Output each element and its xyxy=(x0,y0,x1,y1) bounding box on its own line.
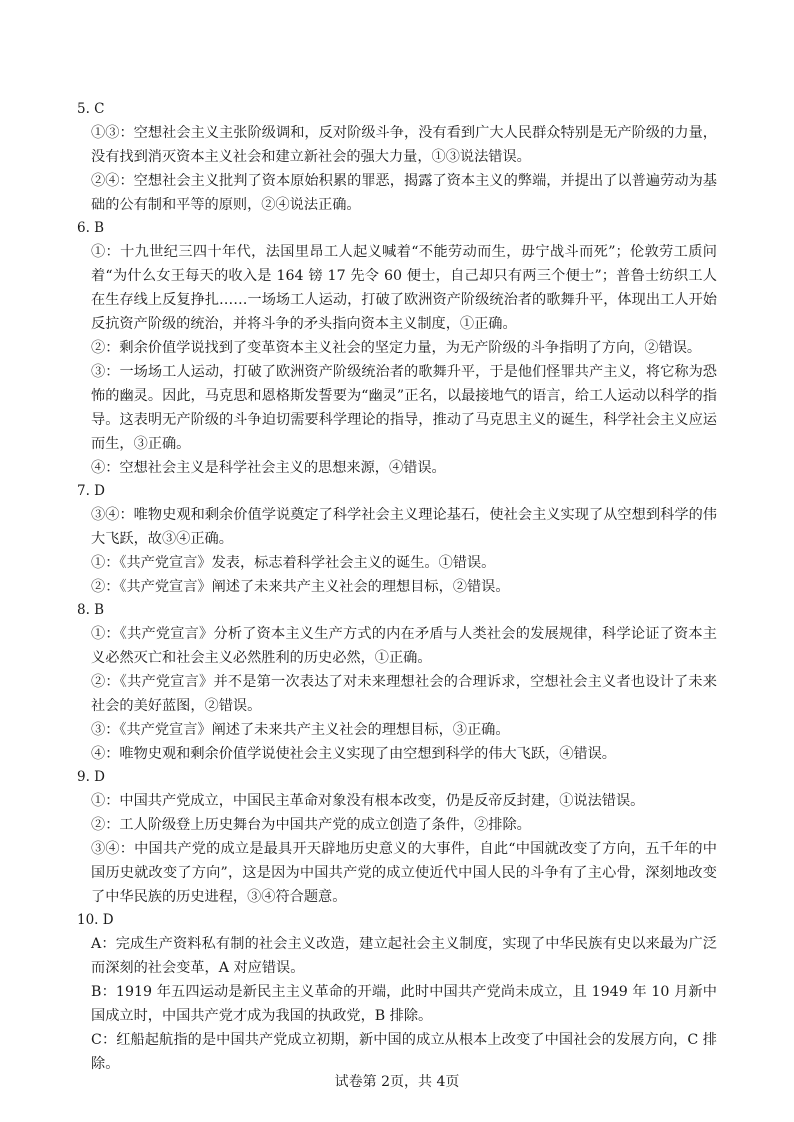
answer-number: 8. B xyxy=(77,602,105,618)
answer-block-6 xyxy=(77,217,717,480)
explanation-paragraph: C：红船起航指的是中国共产党成立初期，新中国的成立从根本上改变了中国社会的发展方向，C 排除。 xyxy=(91,1032,717,1072)
answer-block-10 xyxy=(77,909,717,1076)
explanation-paragraph: ②：工人阶级登上历史舞台为中国共产党的成立创造了条件，②排除。 xyxy=(91,817,531,833)
explanation-paragraph: ①：《共产党宣言》发表，标志着科学社会主义的诞生。①错误。 xyxy=(91,555,496,571)
explanation-paragraph: A：完成生产资料私有制的社会主义改造，建立起社会主义制度，实现了中华民族有史以来最为广泛而深刻的社会变革，A 对应错误。 xyxy=(91,936,717,976)
explanation-paragraph: ③：一场场工人运动，打破了欧洲资产阶级统治者的歌舞升平，于是他们怪罪共产主义，将它称为恐怖的幽灵。因此，马克思和恩格斯发誓要为“幽灵”正名，以最接地气的语言，给工人运动以科学的指导。这表明无产阶级的斗争迫切需要科学理论的指导，推动了马克思主义的诞生，科学社会主义应运而生，③正确。 xyxy=(91,364,717,452)
answer-content xyxy=(77,98,717,1076)
answer-block-9 xyxy=(77,766,717,909)
answer-number: 7. D xyxy=(77,483,105,499)
answer-number: 9. D xyxy=(77,769,105,785)
answer-number: 10. D xyxy=(77,912,114,928)
answer-block-8 xyxy=(77,599,717,766)
explanation-paragraph: B：1919 年五四运动是新民主主义革命的开端，此时中国共产党尚未成立，且 1949 年 10 月新中国成立时，中国共产党才成为我国的执政党，B 排除。 xyxy=(91,984,717,1024)
answer-block-5 xyxy=(77,98,717,217)
explanation-paragraph: ③：《共产党宣言》阐述了未来共产主义社会的理想目标，③正确。 xyxy=(91,722,510,738)
answer-number: 5. C xyxy=(77,101,105,117)
answer-block-7 xyxy=(77,480,717,599)
explanation-paragraph: ①：中国共产党成立，中国民主革命对象没有根本改变，仍是反帝反封建，①说法错误。 xyxy=(91,793,645,809)
explanation-paragraph: ④：唯物史观和剩余价值学说使社会主义实现了由空想到科学的伟大飞跃，④错误。 xyxy=(91,746,616,762)
explanation-paragraph: ①：十九世纪三四十年代，法国里昂工人起义喊着“不能劳动而生，毋宁战斗而死”；伦敦劳工质问着“为什么女王每天的收入是 164 镑 17 先令 60 便士，自己却只有两三个便士”；普鲁士纺织工人在生存线上反复挣扎……一场场工人运动，打破了欧洲资产阶级统治者的歌舞升平，体现出工人开始反抗资产阶级的统治，并将斗争的矛头指向资本主义制度，①正确。 xyxy=(91,244,717,332)
explanation-paragraph: ③④：中国共产党的成立是最具开天辟地历史意义的大事件，自此“中国就改变了方向，五千年的中国历史就改变了方向”，这是因为中国共产党的成立使近代中国人民的斗争有了主心骨，深刻地改变了中华民族的历史进程，③④符合题意。 xyxy=(91,841,717,905)
explanation-paragraph: ②：《共产党宣言》并不是第一次表达了对未来理想社会的合理诉求，空想社会主义者也设计了未来社会的美好蓝图，②错误。 xyxy=(91,674,717,714)
explanation-paragraph: ④：空想社会主义是科学社会主义的思想来源，④错误。 xyxy=(91,460,446,476)
answer-number: 6. B xyxy=(77,220,105,236)
explanation-paragraph: ①③：空想社会主义主张阶级调和，反对阶级斗争，没有看到广大人民群众特别是无产阶级的力量，没有找到消灭资本主义社会和建立新社会的强大力量，①③说法错误。 xyxy=(91,125,717,165)
page-footer: 试卷第 2页，共 4页 xyxy=(334,1074,460,1090)
explanation-paragraph: ②④：空想社会主义批判了资本原始积累的罪恶，揭露了资本主义的弊端，并提出了以普遍劳动为基础的公有制和平等的原则，②④说法正确。 xyxy=(91,173,717,213)
explanation-paragraph: ②：剩余价值学说找到了变革资本主义社会的坚定力量，为无产阶级的斗争指明了方向，②错误。 xyxy=(91,340,702,356)
explanation-paragraph: ③④：唯物史观和剩余价值学说奠定了科学社会主义理论基石，使社会主义实现了从空想到科学的伟大飞跃，故③④正确。 xyxy=(91,507,717,547)
explanation-paragraph: ②：《共产党宣言》阐述了未来共产主义社会的理想目标，②错误。 xyxy=(91,579,510,595)
explanation-paragraph: ①：《共产党宣言》分析了资本主义生产方式的内在矛盾与人类社会的发展规律，科学论证了资本主义必然灭亡和社会主义必然胜利的历史必然，①正确。 xyxy=(91,626,717,666)
